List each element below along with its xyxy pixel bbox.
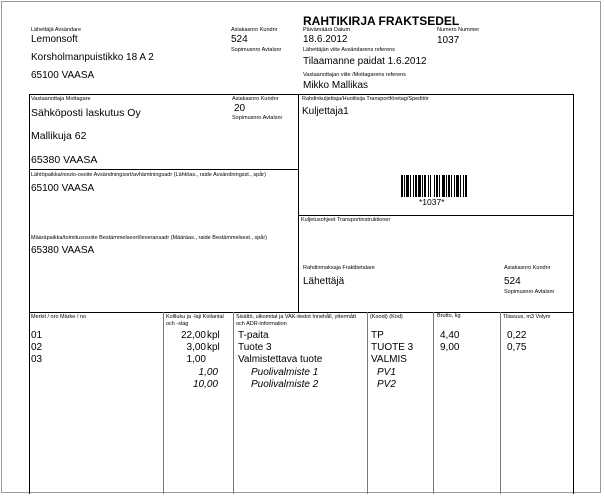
goods-col-divider-1 [163, 312, 164, 494]
sender-label: Lähettäjä Avsändare [31, 27, 82, 33]
sender-ref-label: Lähettäjän viite Avsändarens referens [303, 47, 395, 53]
sender-customer-no: 524 [231, 34, 248, 45]
payer-value: Lähettäjä [303, 276, 345, 287]
goods-unit: kpl [207, 342, 220, 353]
receiver-ref: Mikko Mallikas [303, 80, 369, 91]
destination-value: 65380 VAASA [31, 245, 95, 256]
departure-value: 65100 VAASA [31, 183, 95, 194]
box-right-border [573, 94, 574, 494]
carrier-label: Rahdinkuljettaja/Huolitsija Transportföretag/Speditör [302, 96, 429, 102]
goods-mark: 02 [31, 342, 43, 353]
sender-customer-no-label: Asiakasnro Kundnr [231, 27, 278, 33]
receiver-address: Mallikuja 62 [31, 130, 87, 142]
goods-sub-contents: Puolivalmiste 1 [251, 367, 319, 378]
destination-label: Määräpaikka/toimitusosoite Bestämmelseort/leveransadr (Määräas., raide Bestämmelsest., spår) [31, 235, 267, 241]
goods-col-contents-header: Sisältö, ulkomitat ja VAK-tiedot Innehåll, yttermått och ADR-information [236, 314, 357, 327]
goods-code: TUOTE 3 [371, 342, 414, 353]
box-top-border [29, 94, 573, 95]
goods-col-marks-header: Merkit / nro Märke / no [31, 314, 87, 320]
payer-customer-no-label: Asiakasnro Kundnr [504, 265, 551, 271]
goods-sub-contents: Puolivalmiste 2 [251, 379, 319, 390]
goods-sub-qty: 10,00 [192, 379, 218, 390]
barcode-bottom-line [299, 215, 573, 216]
goods-weight: 9,00 [440, 342, 460, 353]
goods-col-qty-header: Kollluku ja -laji Kollantal och -slag [166, 314, 224, 327]
receiver-city: 65380 VAASA [31, 154, 98, 166]
goods-mark: 03 [31, 354, 43, 365]
sender-address: Korsholmanpuistikko 18 A 2 [31, 52, 154, 63]
number-label: Numero Nummer [437, 27, 480, 33]
instructions-label: Kuljetusohjeet Transportinstruktioner [301, 217, 391, 223]
box-left-border [29, 94, 30, 494]
goods-col-divider-2 [233, 312, 234, 494]
goods-sub-qty: 1,00 [198, 367, 218, 378]
payer-customer-no: 524 [504, 276, 521, 287]
sender-name: Lemonsoft [31, 34, 78, 45]
receiver-customer-no-label: Asiakasnro Kundnr [232, 96, 279, 102]
number-value: 1037 [437, 35, 460, 46]
goods-qty: 22,00 [180, 330, 206, 341]
goods-col-divider-5 [500, 312, 501, 494]
sender-city: 65100 VAASA [31, 70, 95, 81]
date-label: Päivämäärä Datum [303, 27, 351, 33]
goods-weight: 4,40 [440, 330, 460, 341]
receiver-name: Sähköposti laskutus Oy [31, 107, 141, 119]
goods-col-volume-header: Tilavuus, m3 Volym [503, 314, 551, 320]
goods-code: VALMIS [371, 354, 407, 365]
payer-contract-label: Sopimusnro Avtalsnr [504, 289, 555, 295]
payer-label: Rahdinmaksaja Fraktbetalare [303, 265, 375, 271]
goods-volume: 0,22 [507, 330, 527, 341]
barcode-image [401, 175, 469, 197]
sender-ref: Tilaamanne paidat 1.6.2012 [303, 56, 427, 67]
barcode-text: *1037* [419, 197, 445, 207]
goods-mark: 01 [31, 330, 43, 341]
goods-sub-code: PV2 [377, 379, 396, 390]
goods-unit: kpl [207, 330, 220, 341]
document-title: RAHTIKIRJA FRAKTSEDEL [303, 14, 460, 28]
goods-code: TP [371, 330, 384, 341]
sender-contract-label: Sopimusnro Avtalsnr [231, 47, 282, 53]
goods-col-code-header: (Koodi) (Kod) [370, 314, 403, 320]
goods-contents: T-paita [238, 330, 269, 341]
goods-qty: 3,00 [186, 342, 206, 353]
receiver-ref-label: Vastaanottajan viite /Mottagarens referens [303, 72, 406, 78]
goods-qty: 1,00 [186, 354, 206, 365]
goods-contents: Tuote 3 [238, 342, 272, 353]
box-center-divider [298, 94, 299, 312]
receiver-label: Vastaanottaja Mottagare [31, 96, 91, 102]
departure-label: Lähtöpaikka/nouto-osoite Avsändningsort/avhämtningsadr (Lähtöas., raide Avsändningsst., spår) [31, 172, 266, 178]
goods-col-divider-3 [367, 312, 368, 494]
goods-top-line [29, 312, 573, 313]
goods-volume: 0,75 [507, 342, 527, 353]
receiver-contract-label: Sopimusnro Avtalsnr [232, 115, 283, 121]
goods-sub-code: PV1 [377, 367, 396, 378]
receiver-customer-no: 20 [234, 103, 246, 114]
goods-contents: Valmistettava tuote [238, 354, 323, 365]
carrier-name: Kuljettaja1 [302, 106, 349, 117]
date-value: 18.6.2012 [303, 34, 348, 45]
goods-col-weight-header: Brutto, kg [437, 313, 461, 319]
receiver-bottom-line [29, 169, 299, 170]
goods-col-divider-4 [433, 312, 434, 494]
